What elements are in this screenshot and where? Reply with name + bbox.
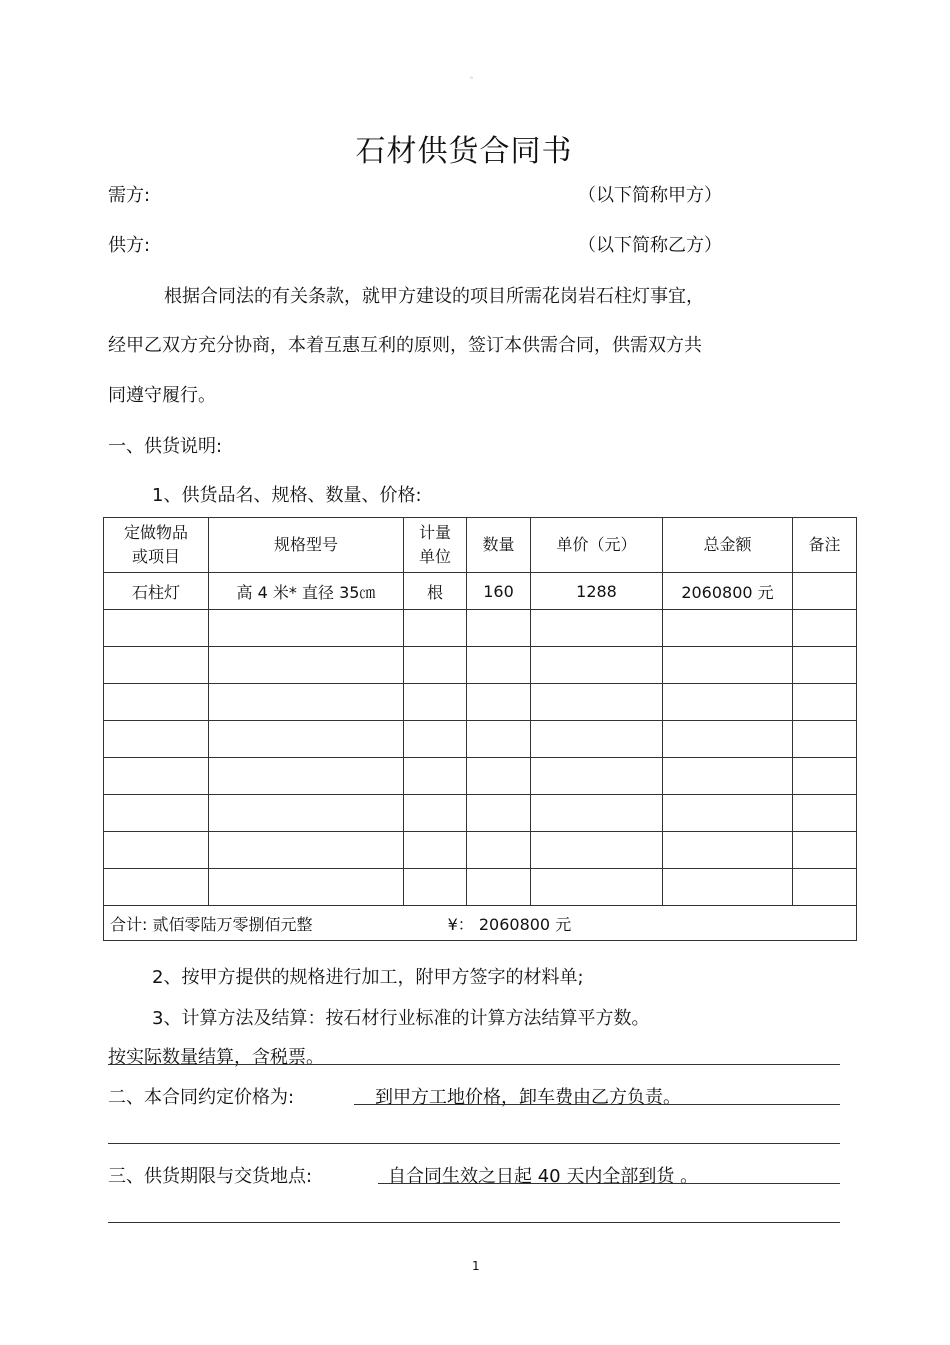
table-row [104, 573, 857, 610]
intro-line-1: 根据合同法的有关条款，就甲方建设的项目所需花岗岩石柱灯事宜， [164, 286, 704, 307]
empty-row [104, 610, 857, 647]
cell-item: 石柱灯 [104, 573, 209, 610]
document-title: 石材供货合同书 [355, 134, 573, 169]
empty-row [104, 869, 857, 906]
section1-item3: 3、计算方法及结算：按石材行业标准的计算方法结算平方数。 [152, 1008, 650, 1029]
header-total: 总金额 [663, 518, 793, 573]
empty-row [104, 684, 857, 721]
header-spec: 规格型号 [209, 518, 404, 573]
section1-item2: 2、按甲方提供的规格进行加工，附甲方签字的材料单; [152, 967, 584, 988]
header-mark: 。 [470, 71, 478, 80]
underline [108, 1064, 840, 1065]
seller-note: （以下简称乙方） [578, 235, 722, 256]
table-header-row [104, 518, 857, 573]
empty-row [104, 832, 857, 869]
header-remark: 备注 [793, 518, 857, 573]
empty-row [104, 795, 857, 832]
cell-unit: 根 [404, 573, 467, 610]
underline [354, 1104, 840, 1105]
section2-value: 到甲方工地价格，卸车费由乙方负责。 [375, 1087, 681, 1108]
section3-heading: 三、供货期限与交货地点: [108, 1166, 313, 1187]
cell-qty: 160 [467, 573, 531, 610]
intro-line-3: 同遵守履行。 [108, 385, 216, 406]
total-amount: ¥： 2060800 元 [447, 914, 572, 934]
empty-row [104, 647, 857, 684]
buyer-label: 需方: [108, 185, 151, 206]
cell-spec: 高 4 米* 直径 35㎝ [209, 573, 404, 610]
blank-line [108, 1222, 840, 1223]
goods-table [103, 517, 857, 941]
cell-total: 2060800 元 [663, 573, 793, 610]
section1-item1: 1、供货品名、规格、数量、价格: [152, 485, 422, 506]
cell-price: 1288 [531, 573, 663, 610]
underline [378, 1183, 840, 1184]
section1-item3-cont: 按实际数量结算，含税票。 [108, 1047, 324, 1068]
header-qty: 数量 [467, 518, 531, 573]
section1-heading: 一、供货说明: [108, 436, 223, 457]
page-number: 1 [472, 1259, 480, 1273]
table-total-row [104, 906, 857, 941]
empty-row [104, 721, 857, 758]
header-item: 定做物品 或项目 [104, 518, 209, 573]
cell-remark [793, 573, 857, 610]
total-label: 合计: 贰佰零陆万零捌佰元整 [110, 914, 313, 934]
empty-row [104, 758, 857, 795]
buyer-note: （以下简称甲方） [578, 185, 722, 206]
header-price: 单价（元） [531, 518, 663, 573]
seller-label: 供方: [108, 235, 151, 256]
header-unit: 计量 单位 [404, 518, 467, 573]
blank-line [108, 1143, 840, 1144]
section3-value: 自合同生效之日起 40 天内全部到货 。 [388, 1166, 699, 1187]
section2-heading: 二、本合同约定价格为: [108, 1087, 295, 1108]
intro-line-2: 经甲乙双方充分协商，本着互惠互利的原则，签订本供需合同，供需双方共 [108, 335, 702, 356]
